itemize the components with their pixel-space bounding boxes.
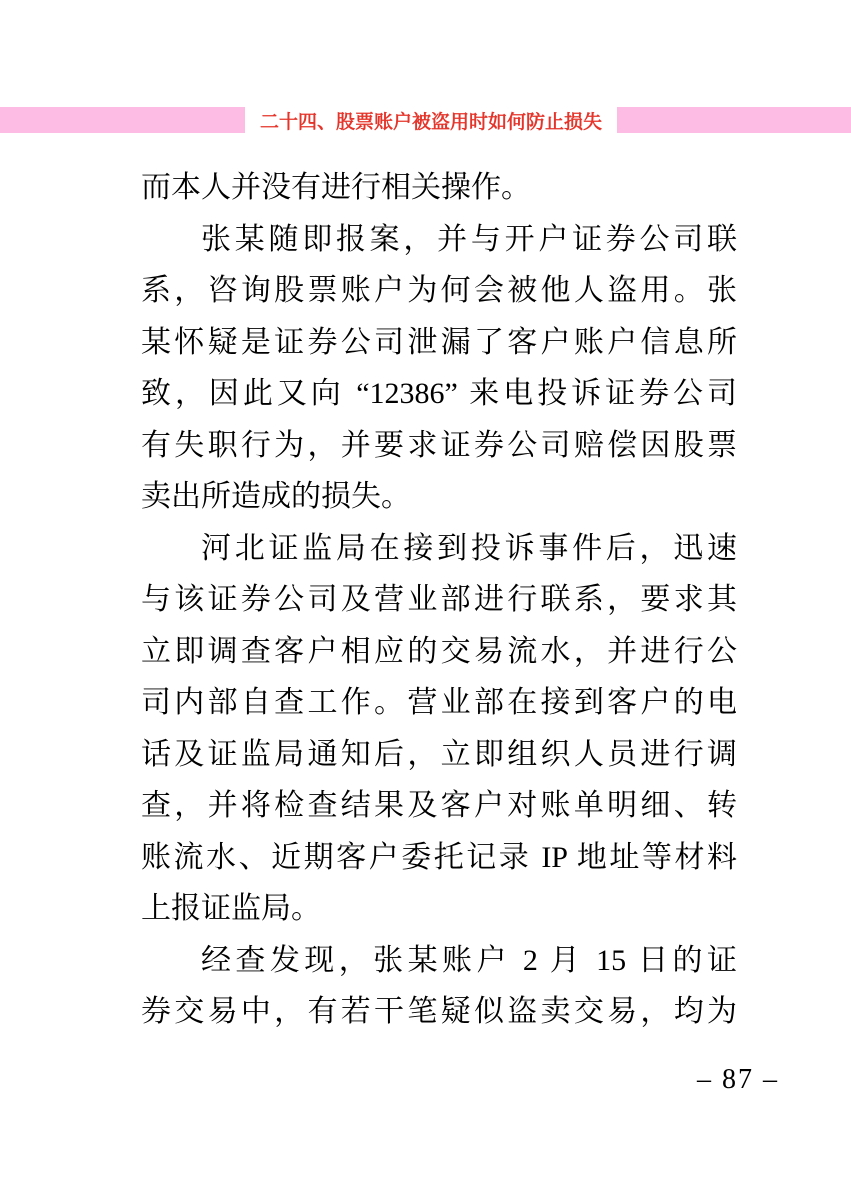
text-line: 卖出所造成的损失。 [141,480,411,513]
text-line: 有失职行为，并要求证券公司赔偿因股票 [141,428,737,462]
page-number: – 87 – [697,1064,779,1095]
header-band-right [617,107,851,133]
text-line: 立即调查客户相应的交易流水，并进行公 [141,634,737,668]
text-line: 张某随即报案，并与开户证券公司联 [201,222,737,256]
text-line: 查，并将检查结果及客户对账单明细、转 [141,789,737,822]
text-line: 系，咨询股票账户为何会被他人盗用。张 [141,274,737,307]
text-line: 某怀疑是证券公司泄漏了客户账户信息所 [141,325,737,359]
body-text [141,162,737,1038]
chapter-header [0,107,851,133]
chapter-title-box [245,107,617,133]
text-line: 河北证监局在接到投诉事件后，迅速 [201,531,737,565]
text-line: 话及证监局通知后，立即组织人员进行调 [141,737,737,771]
text-line: 而本人并没有进行相关操作。 [141,171,531,204]
text-line: 券交易中，有若干笔疑似盗卖交易，均为 [141,995,737,1028]
text-line: 上报证监局。 [141,892,321,925]
text-line: 经查发现，张某账户 2 月 15 日的证 [201,943,737,977]
text-line: 司内部自查工作。营业部在接到客户的电 [141,686,737,719]
chapter-title: 二十四、股票账户被盗用时如何防止损失 [260,111,603,133]
text-line: 与该证券公司及营业部进行联系，要求其 [141,583,737,616]
text-line: 致，因此又向 “12386” 来电投诉证券公司 [141,377,737,410]
text-line: 账流水、近期客户委托记录 IP 地址等材料 [141,840,737,874]
header-band-left [0,107,245,133]
